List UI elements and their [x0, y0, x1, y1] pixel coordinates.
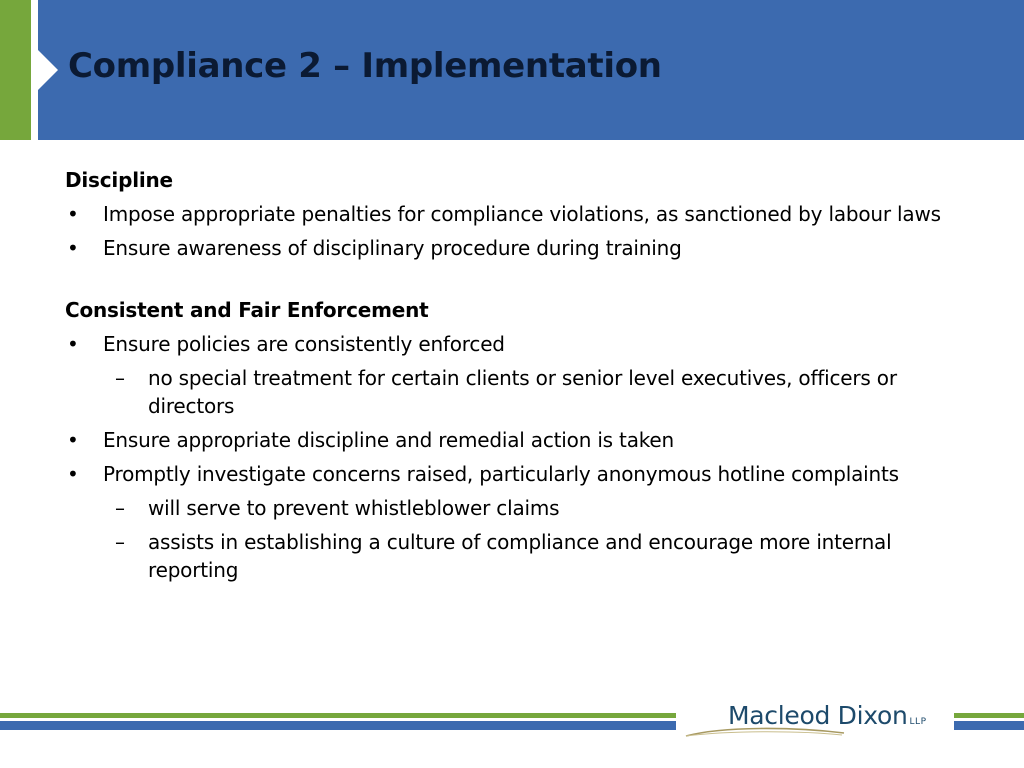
sub-bullet-item — [103, 494, 965, 522]
footer-blue-stripe — [0, 721, 676, 730]
footer-green-stripe-right — [954, 713, 1024, 718]
section-heading-discipline: Discipline — [65, 168, 173, 192]
company-logo — [684, 700, 952, 742]
bullet-icon: • — [67, 332, 79, 356]
sub-bullet-text: will serve to prevent whistleblower claims — [148, 496, 560, 520]
bullet-item — [65, 200, 965, 228]
bullet-text: Impose appropriate penalties for compliance violations, as sanctioned by labour laws — [103, 202, 941, 226]
logo-name: Macleod Dixon — [728, 701, 908, 730]
bullet-item — [65, 234, 965, 262]
slide-body — [65, 166, 965, 590]
bullet-item — [65, 426, 965, 454]
bullet-icon: • — [67, 428, 79, 452]
logo-wordmark — [728, 700, 927, 738]
bullet-text: Ensure appropriate discipline and remedial action is taken — [103, 428, 675, 452]
dash-icon: – — [115, 496, 125, 520]
bullet-icon: • — [67, 462, 79, 486]
bullet-icon: • — [67, 202, 79, 226]
bullet-list-enforcement — [65, 330, 965, 584]
sub-bullet-list — [103, 494, 965, 584]
sub-bullet-text: assists in establishing a culture of compliance and encourage more internal reporting — [148, 530, 892, 582]
sub-bullet-item — [103, 364, 965, 420]
bullet-item — [65, 460, 965, 584]
section-heading-enforcement: Consistent and Fair Enforcement — [65, 298, 429, 322]
bullet-text: Promptly investigate concerns raised, particularly anonymous hotline complaints — [103, 462, 899, 486]
bullet-text: Ensure awareness of disciplinary procedure during training — [103, 236, 682, 260]
sub-bullet-item — [103, 528, 965, 584]
bullet-text: Ensure policies are consistently enforced — [103, 332, 505, 356]
bullet-icon: • — [67, 236, 79, 260]
logo-suffix: LLP — [909, 717, 927, 727]
bullet-item — [65, 330, 965, 420]
sub-bullet-list — [103, 364, 965, 420]
footer-green-stripe — [0, 713, 676, 718]
header-divider — [31, 0, 38, 140]
bullet-list-discipline — [65, 200, 965, 262]
dash-icon: – — [115, 530, 125, 554]
header-arrow-icon — [38, 50, 58, 90]
footer-blue-stripe-right — [954, 721, 1024, 730]
header-green-stripe — [0, 0, 31, 140]
sub-bullet-text: no special treatment for certain clients or senior level executives, officers or directors — [148, 366, 897, 418]
dash-icon: – — [115, 366, 125, 390]
slide-title: Compliance 2 – Implementation — [68, 46, 662, 86]
